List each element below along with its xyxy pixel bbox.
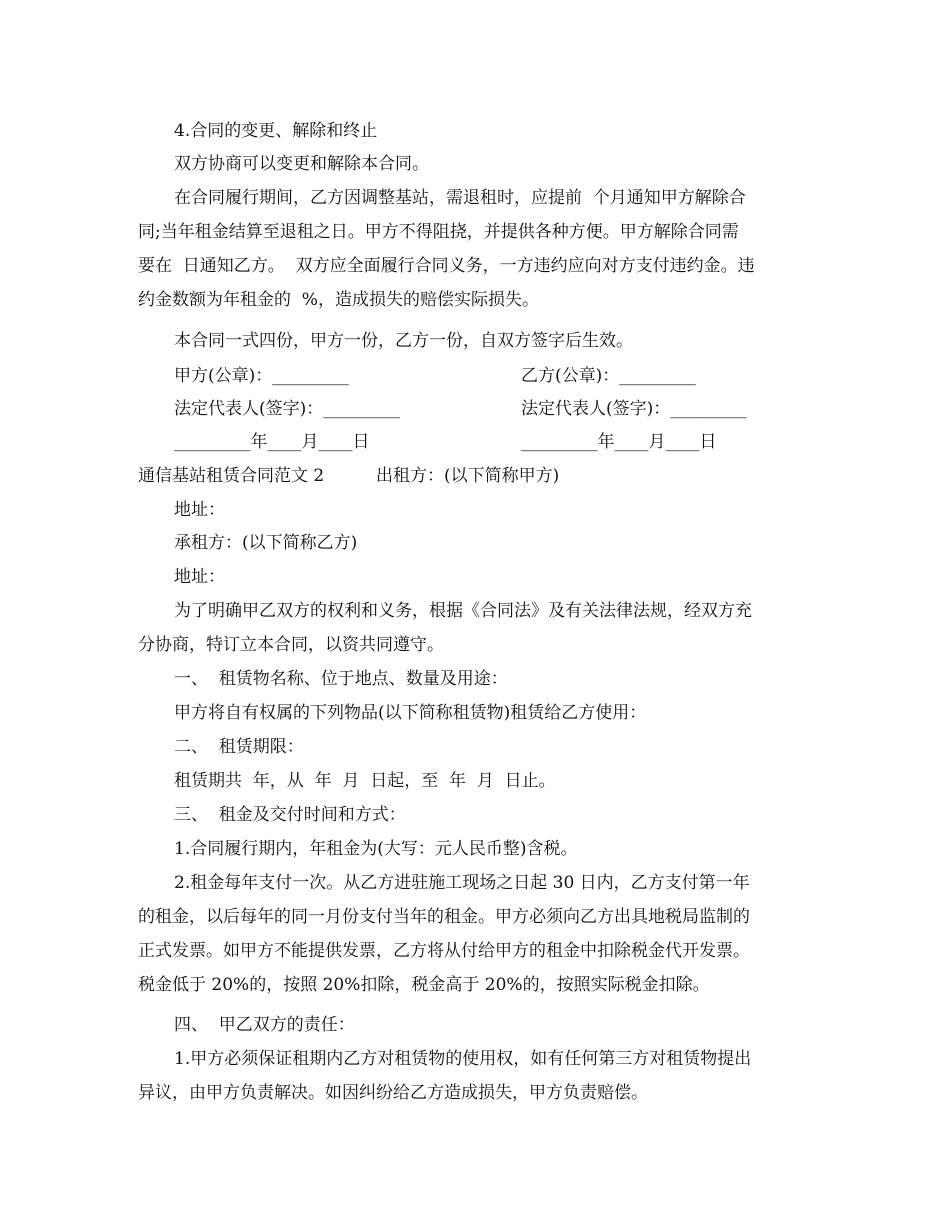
party-a-date-field: _________年____月____日: [174, 432, 370, 452]
paragraph-line: 本合同一式四份，甲方一份，乙方一份，自双方签字后生效。: [174, 331, 633, 351]
document-title: 通信基站租赁合同范文 2: [138, 466, 325, 486]
paragraph-line: 约金数额为年租金的 %，造成损失的赔偿实际损失。: [138, 290, 539, 310]
section-heading: 四、 甲乙双方的责任：: [174, 1015, 355, 1035]
party-a-seal-field: 甲方(公章)：_________: [174, 366, 349, 386]
paragraph-line: 的租金，以后每年的同一月份支付当年的租金。甲方必须向乙方出具地税局监制的: [138, 907, 750, 927]
paragraph-line: 1.合同履行期内，年租金为(大写：元人民币整)含税。: [174, 839, 578, 859]
lessor-line: 出租方：(以下简称甲方): [376, 466, 560, 486]
address-line: 地址：: [174, 500, 225, 520]
paragraph-line: 税金低于 20%的，按照 20%扣除，税金高于 20%的，按照实际税金扣除。: [138, 975, 710, 995]
paragraph-line: 分协商，特订立本合同，以资共同遵守。: [138, 635, 444, 655]
paragraph-line: 同;当年租金结算至退租之日。甲方不得阻挠，并提供各种方便。甲方解除合同需: [138, 222, 739, 242]
party-b-representative-field: 法定代表人(签字)：_________: [521, 399, 747, 419]
section-heading: 三、 租金及交付时间和方式：: [174, 805, 406, 825]
paragraph-line: 正式发票。如甲方不能提供发票，乙方将从付给甲方的租金中扣除税金代开发票。: [138, 941, 750, 961]
lessee-line: 承租方：(以下简称乙方): [174, 533, 358, 553]
paragraph-line: 租赁期共 年，从 年 月 日起，至 年 月 日止。: [174, 771, 556, 791]
paragraph-line: 要在 日通知乙方。 双方应全面履行合同义务，一方违约应向对方支付违约金。违: [138, 256, 755, 276]
section-heading: 二、 租赁期限：: [174, 737, 304, 757]
paragraph-line: 在合同履行期间，乙方因调整基站，需退租时，应提前 个月通知甲方解除合: [174, 188, 746, 208]
paragraph-line: 甲方将自有权属的下列物品(以下简称租赁物)租赁给乙方使用：: [174, 703, 647, 723]
paragraph-line: 2.租金每年支付一次。从乙方进驻施工现场之日起 30 日内，乙方支付第一年: [174, 873, 750, 893]
party-b-date-field: _________年____月____日: [521, 432, 717, 452]
party-b-seal-field: 乙方(公章)：_________: [521, 366, 696, 386]
section-heading: 一、 租赁物名称、位于地点、数量及用途：: [174, 669, 508, 689]
paragraph-line: 1.甲方必须保证租期内乙方对租赁物的使用权，如有任何第三方对租赁物提出: [174, 1049, 752, 1069]
section-heading: 4.合同的变更、解除和终止: [174, 121, 378, 141]
address-line: 地址：: [174, 567, 225, 587]
party-a-representative-field: 法定代表人(签字)：_________: [174, 399, 400, 419]
paragraph-line: 异议，由甲方负责解决。如因纠纷给乙方造成损失，甲方负责赔偿。: [138, 1083, 648, 1103]
paragraph-line: 双方协商可以变更和解除本合同。: [174, 154, 429, 174]
paragraph-line: 为了明确甲乙双方的权利和义务，根据《合同法》及有关法律法规，经双方充: [174, 601, 752, 621]
